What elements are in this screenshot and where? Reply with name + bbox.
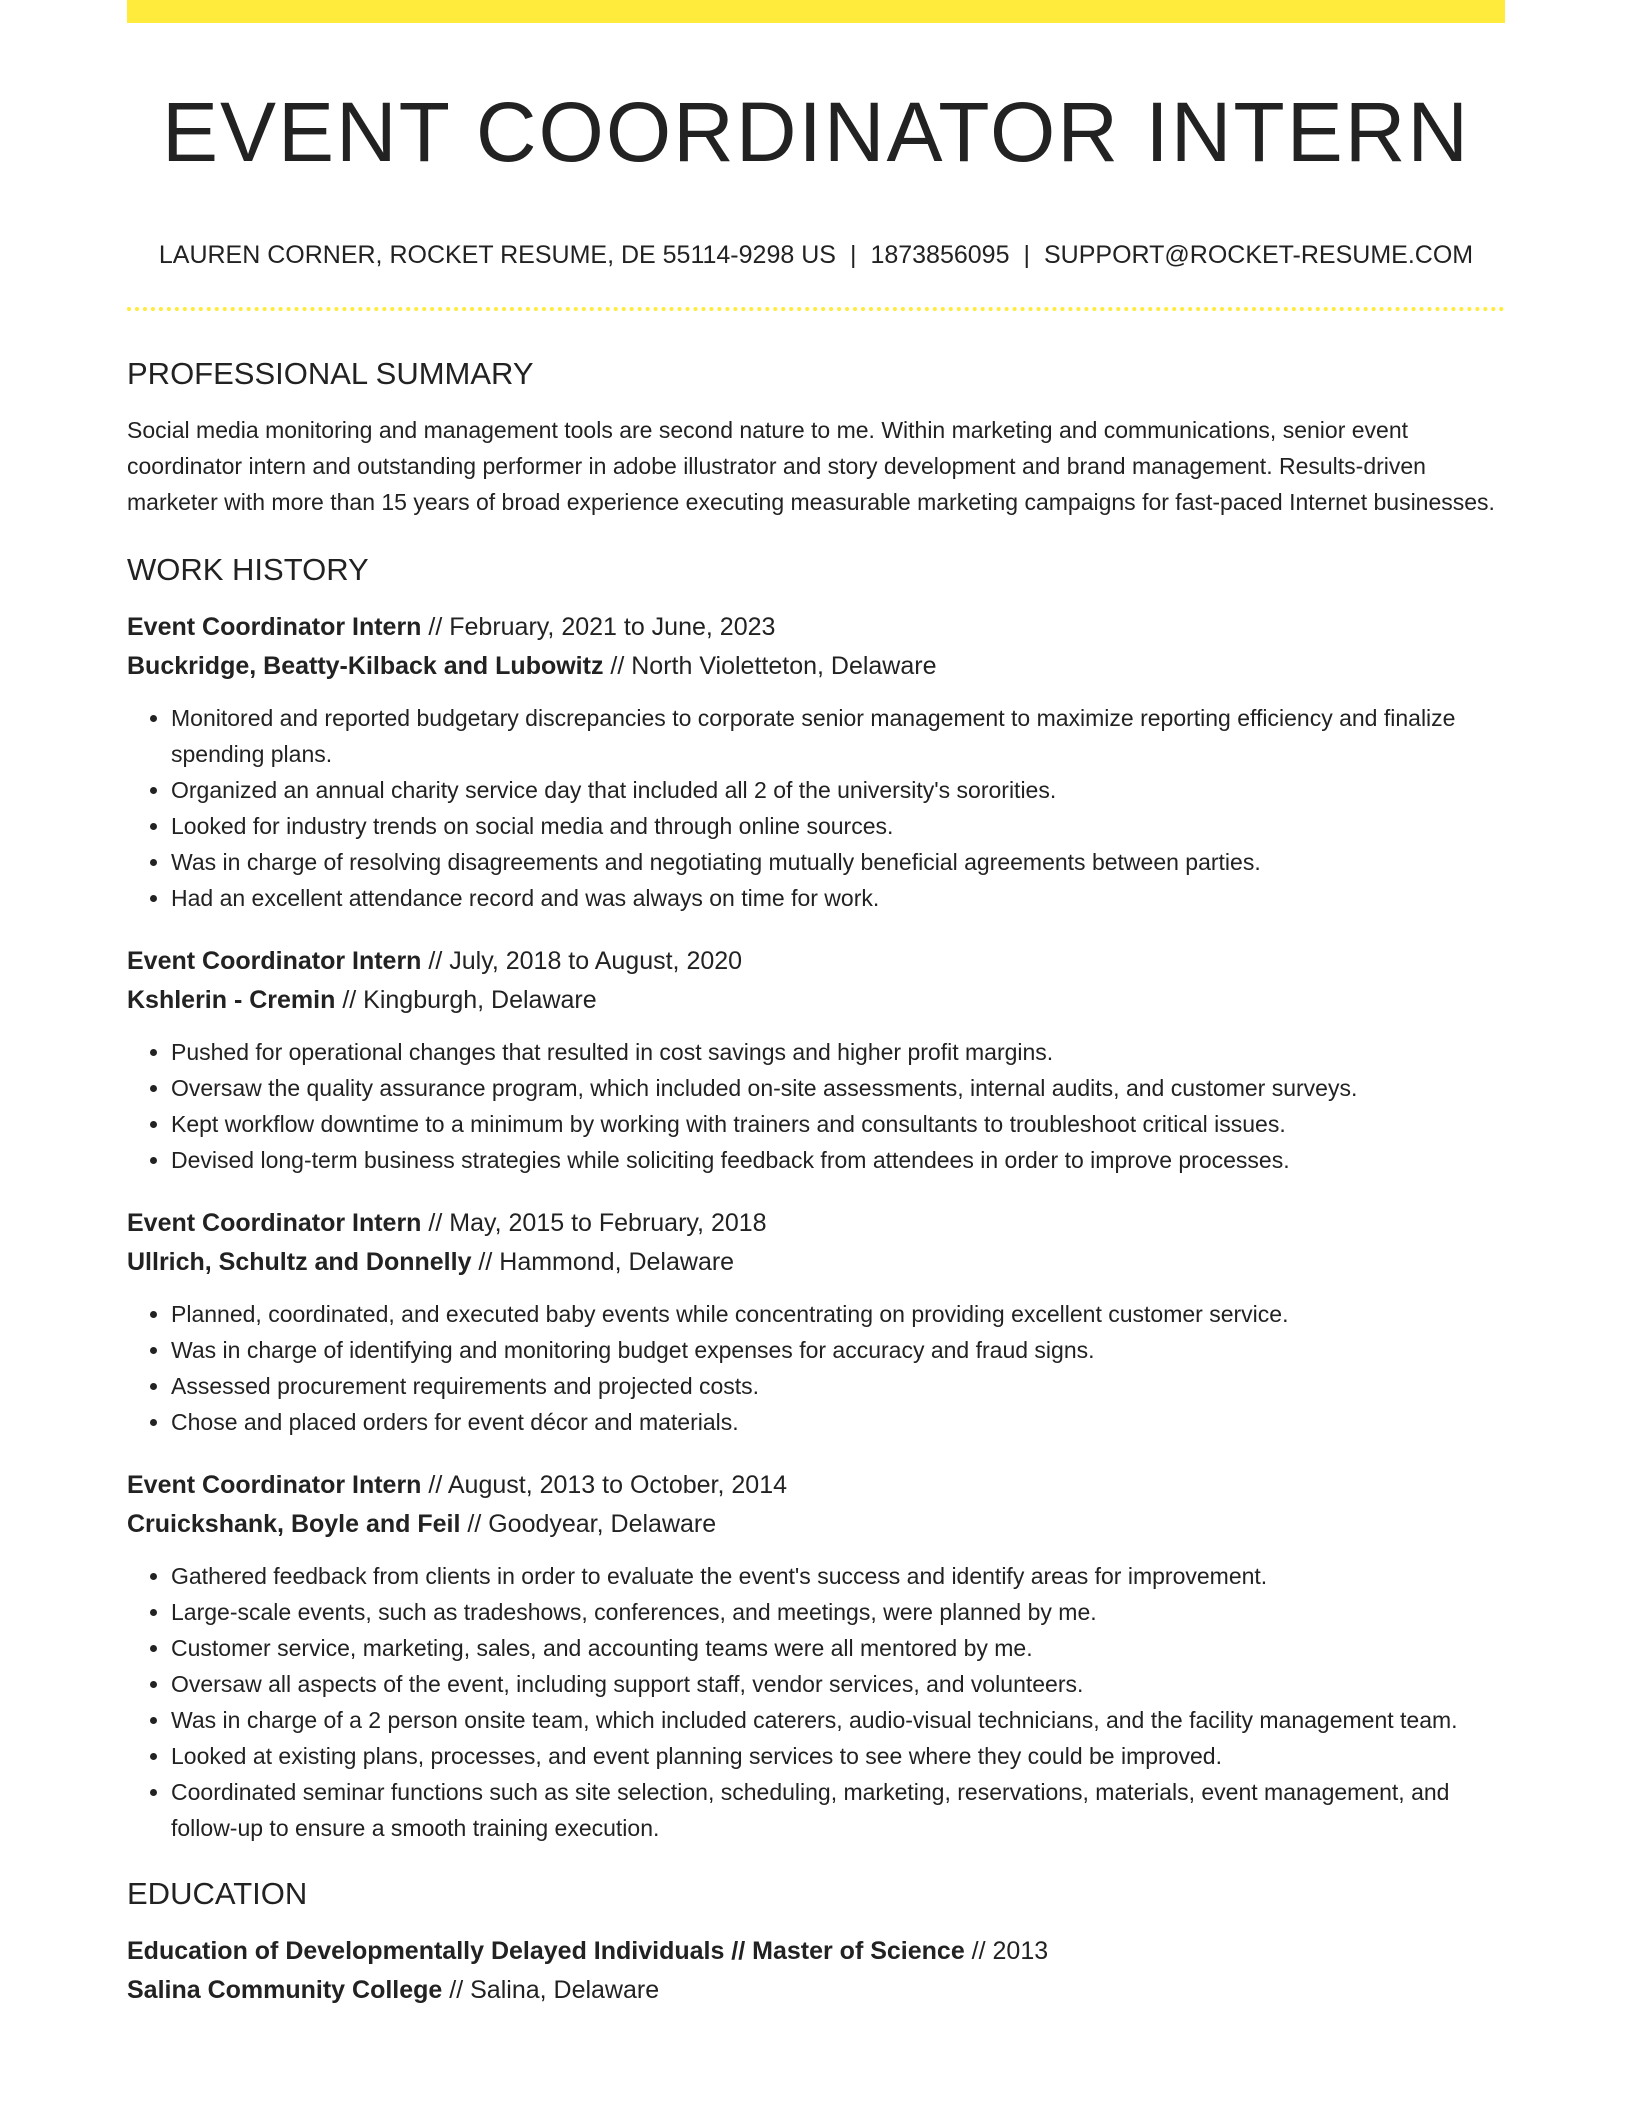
job-location: // Kingburgh, Delaware <box>335 986 597 1014</box>
job-dates: // July, 2018 to August, 2020 <box>421 947 743 975</box>
job-bullet: • Organized an annual charity service day that included all 2 of the university's sororities. <box>171 772 1505 808</box>
summary-text: Social media monitoring and management tools are second nature to me. Within marketing and communications, senior event coordinator intern and outstanding performer in adobe illustrator and story development and brand management. Results-driven marketer with more than 15 years of broad experience executing measurable marketing campaigns for fast-paced Internet businesses. <box>127 417 1495 515</box>
job-bullets <box>127 1558 1505 1846</box>
work-history-section <box>127 548 1505 1846</box>
education-degree: Education of Developmentally Delayed Individuals // Master of Science <box>127 1937 965 1965</box>
job-company-line <box>127 981 1505 1020</box>
job-bullet: • Had an excellent attendance record and was always on time for work. <box>171 880 1505 916</box>
job-title: Event Coordinator Intern <box>127 613 422 641</box>
job-company: Ullrich, Schultz and Donnelly <box>127 1248 472 1276</box>
job-bullet: • Assessed procurement requirements and projected costs. <box>171 1368 1505 1404</box>
work-history-heading: WORK HISTORY <box>127 552 369 587</box>
job-bullet: • Large-scale events, such as tradeshows, conferences, and meetings, were planned by me. <box>171 1594 1505 1630</box>
job-bullet: • Was in charge of a 2 person onsite team, which included caterers, audio-visual technicians, and the facility management team. <box>171 1702 1505 1738</box>
job-bullets <box>127 700 1505 916</box>
education-year: // 2013 <box>964 1937 1049 1965</box>
education-section <box>127 1872 1505 2010</box>
job-bullet: • Chose and placed orders for event décor and materials. <box>171 1404 1505 1440</box>
job-title-line <box>127 1204 1505 1243</box>
job-bullet: • Oversaw the quality assurance program, which included on-site assessments, internal audits, and customer surveys. <box>171 1070 1505 1106</box>
job-title: Event Coordinator Intern <box>127 947 422 975</box>
job-bullet: • Devised long-term business strategies while soliciting feedback from attendees in order to improve processes. <box>171 1142 1505 1178</box>
education-entry <box>127 1932 1505 2010</box>
resume-title: EVENT COORDINATOR INTERN <box>161 85 1471 179</box>
job-bullet: • Planned, coordinated, and executed baby events while concentrating on providing excellent customer service. <box>171 1296 1505 1332</box>
summary-section <box>127 352 1505 520</box>
job-entry <box>127 1204 1505 1440</box>
contact-separator: | <box>849 241 857 269</box>
contact-line <box>127 236 1505 274</box>
job-location: // Hammond, Delaware <box>471 1248 735 1276</box>
job-entry <box>127 942 1505 1178</box>
job-bullet: • Pushed for operational changes that resulted in cost savings and higher profit margins. <box>171 1034 1505 1070</box>
job-title-line <box>127 608 1505 647</box>
job-entry <box>127 608 1505 916</box>
job-bullet: • Monitored and reported budgetary discrepancies to corporate senior management to maximize reporting efficiency and finalize spending plans. <box>171 700 1505 772</box>
contact-separator: | <box>1023 241 1030 269</box>
job-bullets <box>127 1034 1505 1178</box>
job-bullet: • Coordinated seminar functions such as site selection, scheduling, marketing, reservations, materials, event management, and follow-up to ensure a smooth training execution. <box>171 1774 1505 1846</box>
job-bullet: • Gathered feedback from clients in order to evaluate the event's success and identify areas for improvement. <box>171 1558 1505 1594</box>
contact-phone: 1873856095 <box>870 241 1010 269</box>
job-title: Event Coordinator Intern <box>127 1471 422 1499</box>
education-location: // Salina, Delaware <box>442 1976 660 2004</box>
job-title-line <box>127 1466 1505 1505</box>
contact-email: SUPPORT@ROCKET-RESUME.COM <box>1043 241 1474 269</box>
job-bullet: • Was in charge of resolving disagreements and negotiating mutually beneficial agreements between parties. <box>171 844 1505 880</box>
job-bullet: • Oversaw all aspects of the event, including support staff, vendor services, and volunteers. <box>171 1666 1505 1702</box>
job-bullets <box>127 1296 1505 1440</box>
job-company: Buckridge, Beatty-Kilback and Lubowitz <box>127 652 604 680</box>
job-dates: // February, 2021 to June, 2023 <box>421 613 776 641</box>
job-dates: // August, 2013 to October, 2014 <box>421 1471 788 1499</box>
education-school-line <box>127 1971 1505 2010</box>
contact-address: LAUREN CORNER, ROCKET RESUME, DE 55114-9298 US <box>158 241 836 269</box>
job-company-line <box>127 647 1505 686</box>
resume-body <box>127 352 1505 2036</box>
job-bullet: • Kept workflow downtime to a minimum by working with trainers and consultants to troubleshoot critical issues. <box>171 1106 1505 1142</box>
job-title: Event Coordinator Intern <box>127 1209 422 1237</box>
education-heading: EDUCATION <box>127 1876 308 1911</box>
job-bullet: • Was in charge of identifying and monitoring budget expenses for accuracy and fraud signs. <box>171 1332 1505 1368</box>
dotted-divider <box>127 307 1505 311</box>
job-location: // Goodyear, Delaware <box>460 1510 717 1538</box>
job-company-line <box>127 1505 1505 1544</box>
job-dates: // May, 2015 to February, 2018 <box>421 1209 767 1237</box>
job-company-line <box>127 1243 1505 1282</box>
job-entry <box>127 1466 1505 1846</box>
job-bullet: • Customer service, marketing, sales, and accounting teams were all mentored by me. <box>171 1630 1505 1666</box>
accent-top-bar <box>127 0 1505 23</box>
job-bullet: • Looked for industry trends on social media and through online sources. <box>171 808 1505 844</box>
job-company: Kshlerin - Cremin <box>127 986 336 1014</box>
job-location: // North Violetteton, Delaware <box>603 652 937 680</box>
job-title-line <box>127 942 1505 981</box>
job-bullet: • Looked at existing plans, processes, and event planning services to see where they could be improved. <box>171 1738 1505 1774</box>
education-school: Salina Community College <box>127 1976 443 2004</box>
education-degree-line <box>127 1932 1505 1971</box>
summary-heading: PROFESSIONAL SUMMARY <box>127 356 534 391</box>
job-company: Cruickshank, Boyle and Feil <box>127 1510 461 1538</box>
